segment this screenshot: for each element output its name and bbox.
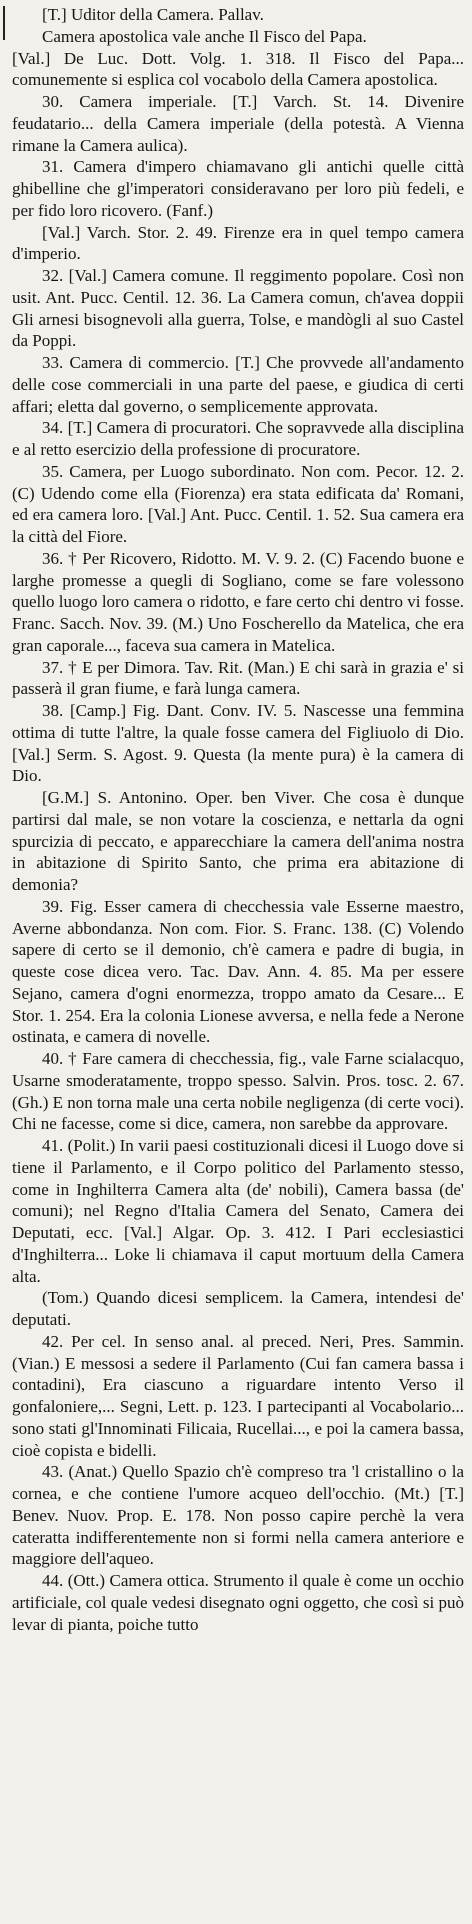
entry-paragraph: (Tom.) Quando dicesi semplicem. la Camera, intendesi de' deputati. [12, 1288, 464, 1329]
entry-paragraph: 42. Per cel. In senso anal. al preced. Neri, Pres. Sammin. (Vian.) E messosi a sedere il Parlamento (Cui fan camera bassa i contadini), Era ciascuno a riguardare intento Verso il gonfaloniere,... Segni, Lett. p. 123. I partecipanti al Vocabolario... sono stati gl'Innominati Filicaia, Rucellai..., e poi la camera bassa, cioè copista e bidelli. [12, 1331, 464, 1460]
entry-paragraph: 37. † E per Dimora. Tav. Rit. (Man.) E chi sarà in grazia e' si passerà il gran fiume, e farà lunga camera. [12, 657, 464, 699]
entry-paragraph: 43. (Anat.) Quello Spazio ch'è compreso tra 'l cristallino o la cornea, e che contiene l'umore acqueo dell'occhio. (Mt.) [T.] Benev. Nuov. Prop. E. 178. Non posso capire perchè la vera cateratta indifferentemente non si formi nella camera anteriore e maggiore dell'aqueo. [12, 1462, 464, 1569]
entry-paragraph: [Val.] De Luc. Dott. Volg. 1. 318. Il Fisco del Papa... comunemente si esplica col vocabolo della Camera apostolica. [12, 48, 464, 90]
entry-paragraph: 31. Camera d'impero chiamavano gli antichi quelle città ghibelline che gl'imperatori consideravano per loro più fedeli, e per fido loro ricovero. (Fanf.) [12, 157, 464, 220]
margin-rule [3, 6, 5, 40]
entry-paragraph: [G.M.] S. Antonino. Oper. ben Viver. Che cosa è dunque partirsi dal male, se non votare la coscienza, e nettarla da ogni spurcizia di peccato, e apparecchiare la camera dell'anima nostra in abitazione di Spirito Santo, che prima era abitazione di demonia? [12, 788, 464, 894]
entry-paragraph: 38. [Camp.] Fig. Dant. Conv. IV. 5. Nascesse una femmina ottima di tutte l'altre, la quale fosse camera del Figliuolo di Dio. [Val.] Serm. S. Agost. 9. Questa (la mente pura) è la camera di Dio. [12, 701, 464, 786]
entry-paragraph: 32. [Val.] Camera comune. Il reggimento popolare. Così non usit. Ant. Pucc. Centil. 12. 36. La Camera comun, ch'avea doppii Gli arnesi bisognevoli alla guerra, Tolse, e mandògli al suo Castel da Poppi. [12, 266, 464, 351]
entry-paragraph: 39. Fig. Esser camera di checchessia vale Esserne maestro, Averne abbondanza. Non com. Fior. S. Franc. 138. (C) Volendo sapere di certo se il demonio, ch'è camera e padre di bugia, in queste cose dicea vero. Tac. Dav. Ann. 4. 85. Ma per essere Sejano, camera d'ogni enormezza, troppo amato da Cesare... E Stor. 1. 254. Era la colonia Lionese avversa, e nella fede a Nerone ostinata, e camera di novelle. [12, 896, 464, 1047]
entry-paragraph: 44. (Ott.) Camera ottica. Strumento il quale è come un occhio artificiale, col quale vedesi disegnato ogni oggetto, che così si può levar di pianta, poiche tutto [12, 1571, 464, 1634]
entry-paragraph: 41. (Polit.) In varii paesi costituzionali dicesi il Luogo dove si tiene il Parlamento, e il Corpo politico del Parlamento stesso, come in Inghilterra Camera alta (de' nobili), Camera bassa (de' comuni); nel Regno d'Italia Camera del Senato, Camera dei Deputati, ecc. [Val.] Algar. Op. 3. 412. I Pari ecclesiastici d'Inghilterra... Loke li chiamava il caput mortuum della Camera alta. [12, 1136, 464, 1286]
entry-paragraph: 30. Camera imperiale. [T.] Varch. St. 14. Divenire feudatario... della Camera imperiale (della potestà. A Vienna rimane la Camera aulica). [12, 92, 464, 155]
entry-paragraph: 35. Camera, per Luogo subordinato. Non com. Pecor. 12. 2. (C) Udendo come ella (Fiorenza) era stata edificata da' Romani, ed era camera loro. [Val.] Ant. Pucc. Centil. 1. 52. Sua camera era la città del Fiore. [12, 461, 464, 546]
entry-paragraph: Camera apostolica vale anche Il Fisco del Papa. [42, 26, 367, 46]
entry-paragraph: 34. [T.] Camera di procuratori. Che sopravvede alla disciplina e al retto esercizio della professione di procuratore. [12, 418, 464, 459]
entry-paragraph: 40. † Fare camera di checchessia, fig., vale Farne scialacquo, Usarne smoderatamente, troppo spesso. Salvin. Pros. tosc. 2. 67. (Gh.) E non torna male una certa nobile negligenza (di certe voci). Chi ne facesse, come si dice, camera, non sarebbe da approvare. [12, 1049, 464, 1134]
entry-paragraph: [Val.] Varch. Stor. 2. 49. Firenze era in quel tempo camera d'imperio. [12, 222, 464, 264]
entry-body [12, 4, 464, 1635]
entry-paragraph: [T.] Uditor della Camera. Pallav. [42, 5, 264, 24]
entry-paragraph: 33. Camera di commercio. [T.] Che provvede all'andamento delle cose commerciali in una parte del paese, e giudica di certi affari; eletta dal governo, o semplicemente approvata. [12, 353, 464, 416]
entry-paragraph: 36. † Per Ricovero, Ridotto. M. V. 9. 2. (C) Facendo buone e larghe promesse a quegli di Sogliano, come se fare volessono quello luogo loro camera o ridotto, e fare certo chi dentro vi fosse. Franc. Sacch. Nov. 39. (M.) Uno Foscherello da Matelica, che era gran caporale..., faceva sua camera in Matelica. [12, 548, 464, 655]
